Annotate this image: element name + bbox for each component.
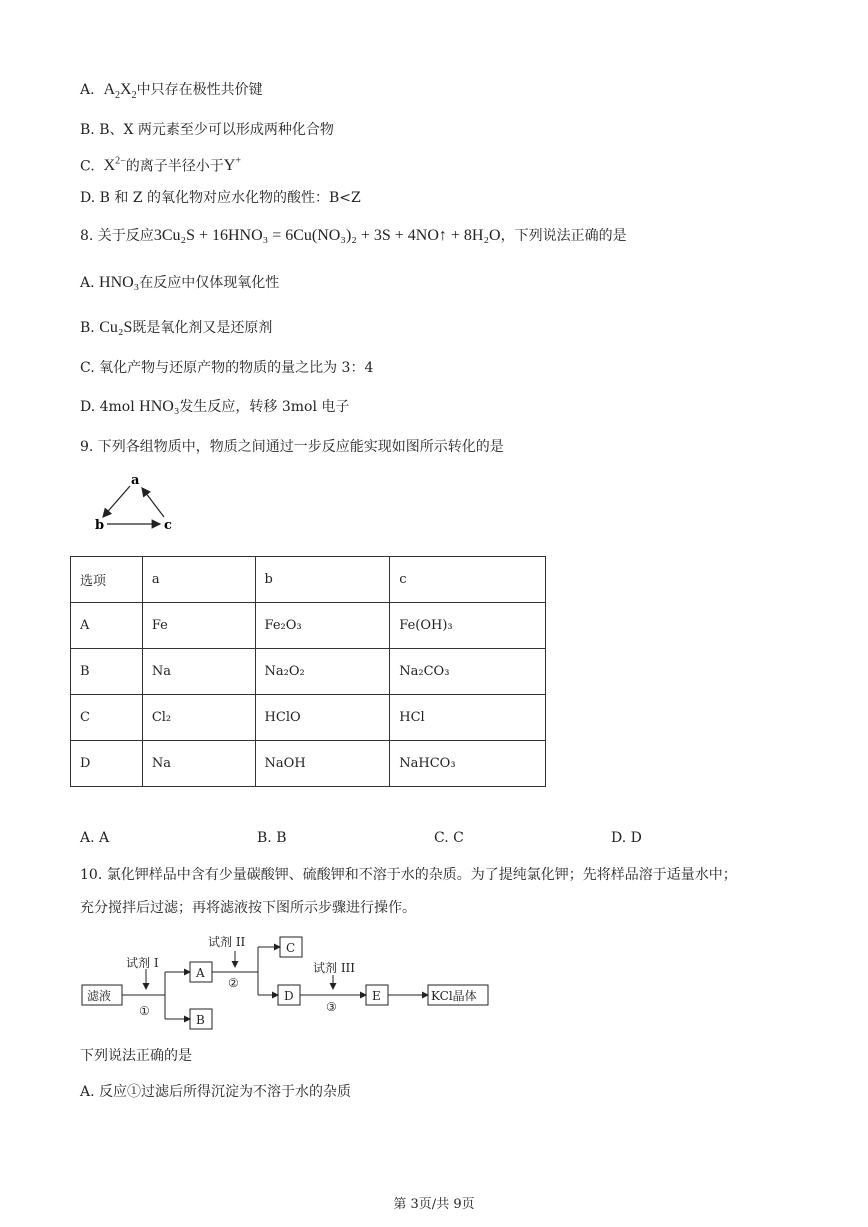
header-cell: 选项: [71, 557, 143, 603]
node-A-label: A: [196, 966, 205, 980]
q7-option-a: A. $A_2X_2$中只存在极性共价键: [80, 81, 263, 102]
q10-stem-line2: 充分搅拌后过滤；再将滤液按下图所示步骤进行操作。: [80, 900, 416, 916]
q9-answer-c: C. C: [434, 830, 464, 846]
step-3-label: ③: [326, 1000, 337, 1014]
q7-option-b: B. B、X 两元素至少可以形成两种化合物: [80, 122, 334, 138]
reagent-3-label: 试剂 III: [313, 961, 356, 975]
table-row: D Na NaOH NaHCO₃: [71, 741, 546, 787]
q10-option-a: A. 反应①过滤后所得沉淀为不溶于水的杂质: [80, 1084, 352, 1100]
arrow-a-to-b: [103, 486, 130, 517]
reagent-1-label: 试剂 I: [126, 956, 159, 970]
table-row: A Fe Fe₂O₃ Fe(OH)₃: [71, 603, 546, 649]
node-b: b: [95, 518, 105, 533]
table-header-row: [71, 557, 546, 603]
q9-stem: 9. 下列各组物质中，物质之间通过一步反应能实现如图所示转化的是: [80, 439, 504, 455]
q8-option-d: D. 4mol HNO₃发生反应，转移 3mol 电子: [80, 398, 350, 415]
page-footer: 第 3页/共 9页: [393, 1197, 475, 1212]
triangle-diagram: [90, 470, 190, 535]
q10-stem-line1: 10. 氯化钾样品中含有少量碳酸钾、硫酸钾和不溶于水的杂质。为了提纯氯化钾；先将样品溶于适量水中；: [80, 867, 737, 883]
q10-flow-diagram: [0, 925, 868, 1035]
q8-equation: 3Cu₂S + 16HNO₃ = 6Cu(NO₃)₂ + 3S + 4NO↑ + 8H₂O: [153, 227, 501, 244]
header-cell: a: [142, 557, 255, 603]
q8-option-c: C. 氧化产物与还原产物的物质的量之比为 3：4: [80, 360, 374, 376]
step-2-label: ②: [228, 976, 239, 990]
q9-answer-a: A. A: [80, 830, 110, 846]
node-c: c: [164, 518, 172, 533]
q8-option-a: A. HNO₃在反应中仅体现氧化性: [80, 274, 280, 291]
q8-option-b: B. Cu₂S既是氧化剂又是还原剂: [80, 319, 273, 336]
q9-answer-d: D. D: [611, 830, 642, 846]
q10-lead: 下列说法正确的是: [80, 1048, 192, 1064]
flow-end-label: KCl晶体: [431, 989, 477, 1003]
q7-option-d: D. B 和 Z 的氧化物对应水化物的酸性：B<Z: [80, 190, 361, 206]
table-row: C Cl₂ HClO HCl: [71, 695, 546, 741]
node-a: a: [131, 473, 140, 488]
table-row: B Na Na₂O₂ Na₂CO₃: [71, 649, 546, 695]
header-cell: c: [390, 557, 546, 603]
node-D-label: D: [284, 989, 294, 1003]
q9-options-table: [70, 556, 546, 787]
node-E-label: E: [372, 989, 381, 1003]
node-C-label: C: [286, 941, 296, 955]
q8-stem: 8. 关于反应3Cu₂S + 16HNO₃ = 6Cu(NO₃)₂ + 3S + 4NO↑ + 8H₂O，下列说法正确的是: [80, 227, 627, 244]
step-1-label: ①: [139, 1004, 150, 1018]
q9-answer-b: B. B: [257, 830, 287, 846]
header-cell: b: [255, 557, 390, 603]
q7-option-c: C. $X^{2-}$的离子半径小于Y+: [80, 156, 241, 175]
arrow-c-to-a: [142, 488, 164, 517]
node-B-label: B: [196, 1013, 205, 1027]
flow-start-label: 滤液: [87, 989, 112, 1003]
reagent-2-label: 试剂 II: [208, 935, 246, 949]
